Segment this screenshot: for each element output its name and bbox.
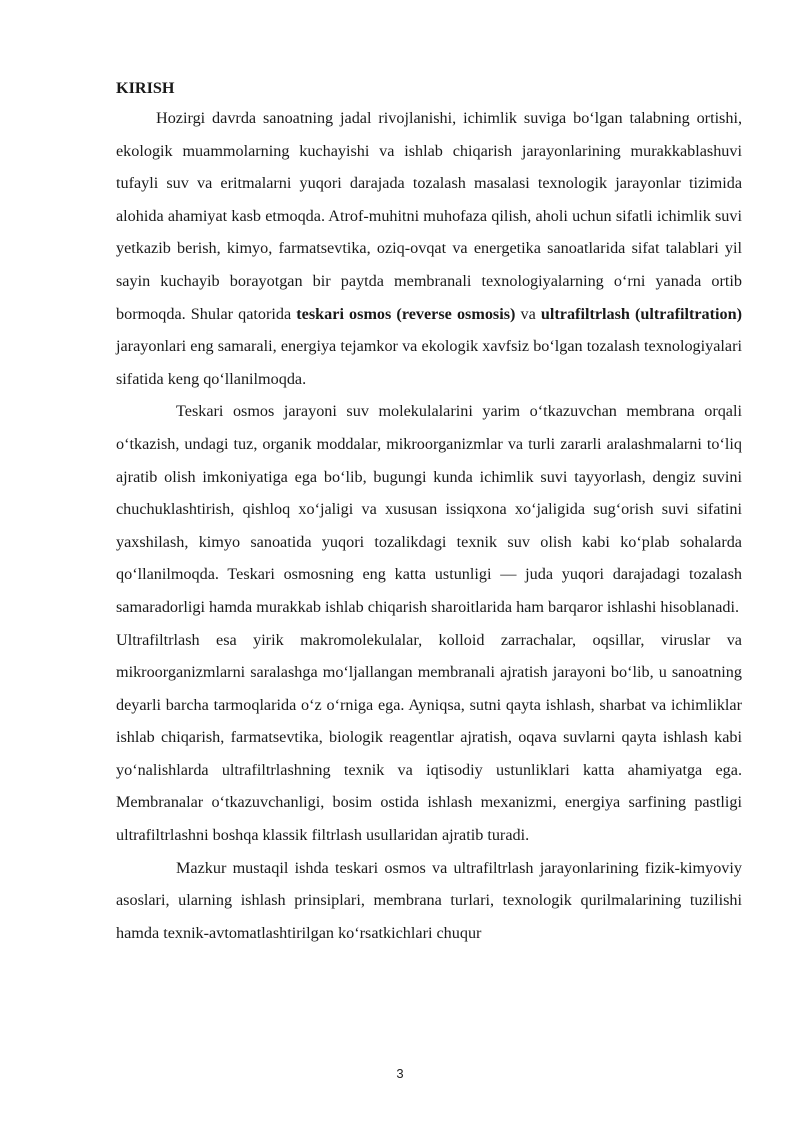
- paragraph-intro-text-1: Hozirgi davrda sanoatning jadal rivojlanishi, ichimlik suviga bo‘lgan talabning ortishi, ekologik muammolarning kuchayishi va ishlab chiqarish jarayonlarining murakkablashuvi tufayli suv va eritmalarni yuqori darajada tozalash masalasi texnologik jarayonlar tizimida alohida ahamiyat kasb etmoqda. Atrof-muhitni muhofaza qilish, aholi uchun sifatli ichimlik suvi yetkazib berish, kimyo, farmatsevtika, oziq-ovqat va energetika sanoatlarida sifat talablari yil sayin kuchayib borayotgan bir paytda membranali texnologiyalarning o‘rni yanada ortib bormoqda. Shular qatorida: [116, 109, 742, 323]
- section-heading: KIRISH: [116, 79, 175, 97]
- paragraph-reverse-osmosis: Teskari osmos jarayoni suv molekulalarini yarim o‘tkazuvchan membrana orqali o‘tkazish, undagi tuz, organik moddalar, mikroorganizmlar va turli zararli aralashmalarni to‘liq ajratib olish imkoniyatiga ega bo‘lib, bugungi kunda ichimlik suvi tayyorlash, dengiz suvini chuchuklashtirish, qishloq xo‘jaligi va xususan issiqxona xo‘jaligida sug‘orish suvi sifatini yaxshilash, kimyo sanoatida yuqori tozalikdagi texnik suv olish kabi ko‘plab sohalarda qo‘llanilmoqda. Teskari osmosning eng katta ustunligi — juda yuqori darajadagi tozalash samaradorligi hamda murakkab ishlab chiqarish sharoitlarida ham barqaror ishlashi hisoblanadi.: [116, 402, 742, 616]
- paragraph-ultrafiltration: Ultrafiltrlash esa yirik makromolekulalar, kolloid zarrachalar, oqsillar, viruslar va mikroorganizmlarni saralashga mo‘ljallangan membranali ajratish jarayoni bo‘lib, u sanoatning deyarli barcha tarmoqlarida o‘z o‘rniga ega. Ayniqsa, sutni qayta ishlash, sharbat va ichimliklar ishlab chiqarish, farmatsevtika, biologik reagentlar ajratish, oqava suvlarni qayta ishlash kabi yo‘nalishlarda ultrafiltrlashning texnik va iqtisodiy ustunliklari katta ahamiyatga ega. Membranalar o‘tkazuvchanligi, bosim ostida ishlash mexanizmi, energiya sarfining pastligi ultrafiltrlashni boshqa klassik filtrlash usullaridan ajratib turadi.: [116, 630, 742, 845]
- term-reverse-osmosis: teskari osmos (reverse osmosis): [296, 304, 516, 323]
- paragraph-intro-text-3: jarayonlari eng samarali, energiya tejamkor va ekologik xavfsiz bo‘lgan tozalash texnologiyalari sifatida keng qo‘llanilmoqda.: [116, 337, 742, 388]
- paragraph-intro: [116, 102, 742, 395]
- term-ultrafiltration: ultrafiltrlash (ultrafiltration): [540, 304, 743, 323]
- page-number: 3: [396, 1066, 404, 1081]
- document-body: [116, 74, 742, 949]
- paragraph-intro-text-2: va: [515, 304, 541, 323]
- paragraph-scope: Mazkur mustaqil ishda teskari osmos va ultrafiltrlash jarayonlarining fizik-kimyoviy asoslari, ularning ishlash prinsiplari, membrana turlari, texnologik qurilmalarining tuzilishi hamda texnik-avtomatlashtirilgan ko‘rsatkichlari chuqur: [116, 858, 742, 942]
